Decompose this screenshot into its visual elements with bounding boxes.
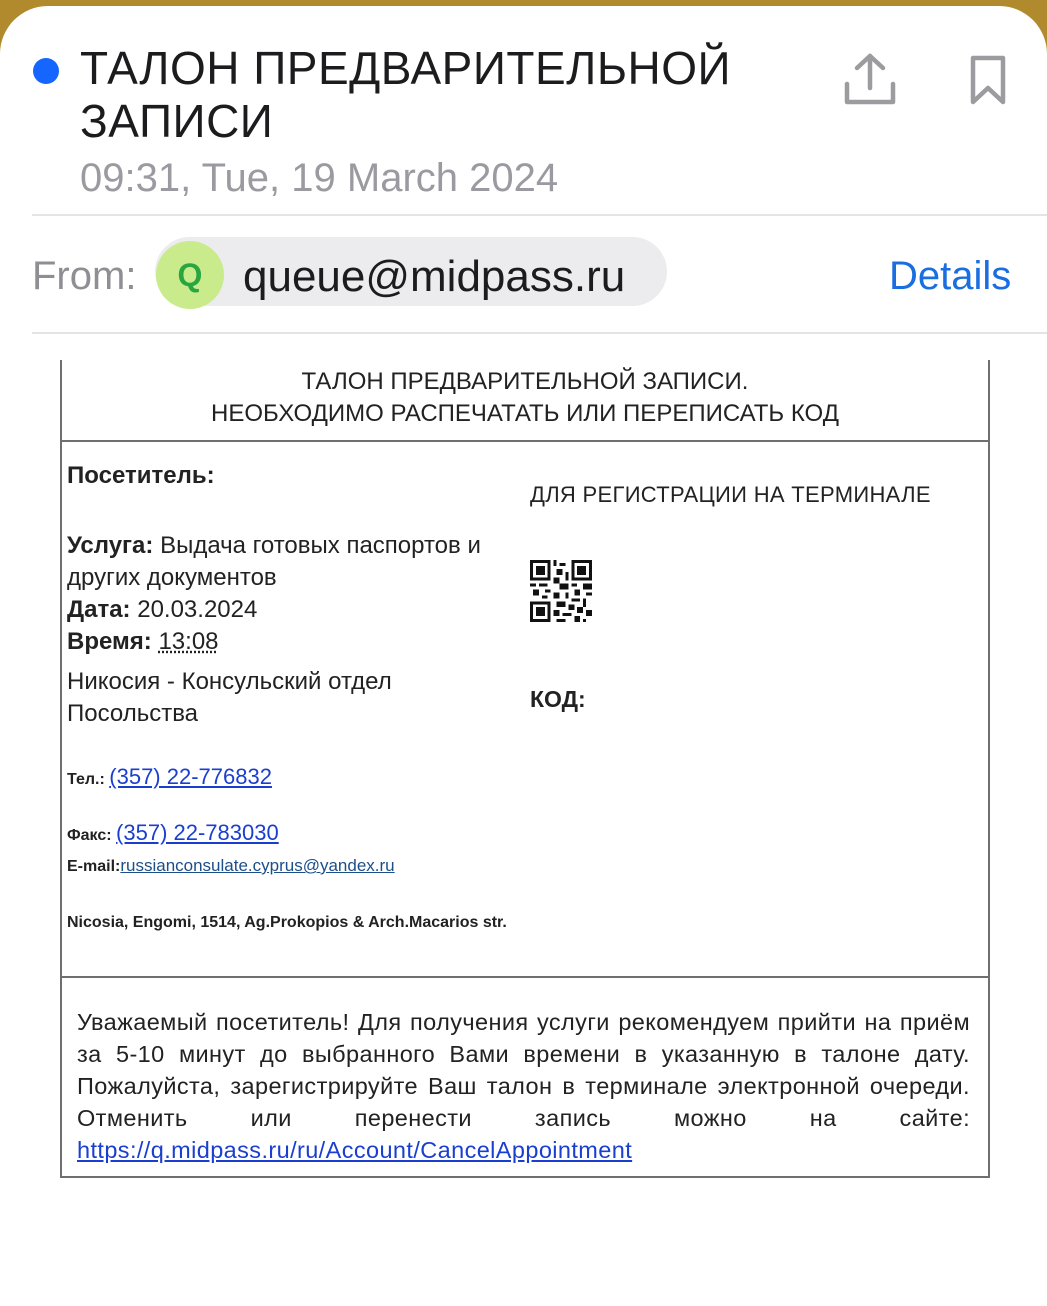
ticket-header-line2: НЕОБХОДИМО РАСПЕЧАТАТЬ ИЛИ ПЕРЕПИСАТЬ КОД bbox=[211, 400, 839, 427]
email-label: E-mail: bbox=[67, 858, 121, 875]
unread-indicator bbox=[33, 58, 59, 84]
notice-text bbox=[77, 1006, 970, 1166]
appointment-ticket bbox=[60, 360, 990, 1178]
email-link[interactable]: russianconsulate.cyprus@yandex.ru bbox=[120, 856, 395, 875]
share-icon[interactable] bbox=[843, 52, 897, 108]
ticket-header-line1: ТАЛОН ПРЕДВАРИТЕЛЬНОЙ ЗАПИСИ. bbox=[301, 368, 749, 395]
service-label: Услуга: bbox=[67, 532, 154, 559]
email-date: 09:31, Tue, 19 March 2024 bbox=[80, 156, 559, 200]
service-field bbox=[67, 530, 517, 594]
service-value: Выдача готовых паспортов и других документов bbox=[67, 532, 481, 591]
terminal-label: ДЛЯ РЕГИСТРАЦИИ НА ТЕРМИНАЛЕ bbox=[530, 482, 931, 507]
ticket-divider bbox=[62, 976, 988, 978]
divider bbox=[32, 214, 1047, 216]
from-label: From: bbox=[32, 254, 137, 298]
email-field bbox=[67, 856, 395, 876]
phone-field bbox=[67, 764, 272, 790]
phone-label: Тел.: bbox=[67, 771, 105, 788]
ticket-header bbox=[62, 360, 988, 442]
date-field bbox=[67, 594, 517, 626]
bookmark-icon[interactable] bbox=[969, 54, 1007, 106]
ticket-details bbox=[67, 460, 517, 658]
fax-label: Факс: bbox=[67, 827, 112, 844]
details-link[interactable]: Details bbox=[889, 254, 1012, 298]
notice-body: Уважаемый посетитель! Для получения услуги рекомендуем прийти на приём за 5-10 минут до выбранного Вами времени в указанную в талоне дату. Пожалуйста, зарегистрируйте Ваш талон в терминале электронной очереди. Отменить или перенести запись можно на сайте: bbox=[77, 1009, 970, 1131]
date-label: Дата: bbox=[67, 596, 131, 623]
fax-link[interactable]: (357) 22-783030 bbox=[116, 820, 279, 845]
time-label: Время: bbox=[67, 628, 152, 655]
sender-avatar[interactable]: Q bbox=[156, 241, 224, 309]
cancel-appointment-link[interactable]: https://q.midpass.ru/ru/Account/CancelAppointment bbox=[77, 1137, 633, 1163]
address: Nicosia, Engomi, 1514, Ag.Prokopios & Arch.Macarios str. bbox=[67, 914, 507, 931]
phone-link[interactable]: (357) 22-776832 bbox=[109, 764, 272, 789]
divider bbox=[32, 332, 1047, 334]
sender-email[interactable]: queue@midpass.ru bbox=[243, 252, 626, 301]
date-value: 20.03.2024 bbox=[137, 596, 258, 623]
office-name: Никосия - Консульский отдел Посольства bbox=[67, 668, 392, 727]
time-field bbox=[67, 626, 517, 658]
time-value[interactable]: 13:08 bbox=[158, 628, 219, 655]
visitor-label: Посетитель: bbox=[67, 462, 215, 489]
fax-field bbox=[67, 820, 279, 846]
code-label: КОД: bbox=[530, 686, 586, 712]
email-subject: ТАЛОН ПРЕДВАРИТЕЛЬНОЙ ЗАПИСИ bbox=[80, 42, 732, 147]
visitor-field bbox=[67, 460, 517, 492]
qr-code-icon bbox=[530, 560, 592, 622]
